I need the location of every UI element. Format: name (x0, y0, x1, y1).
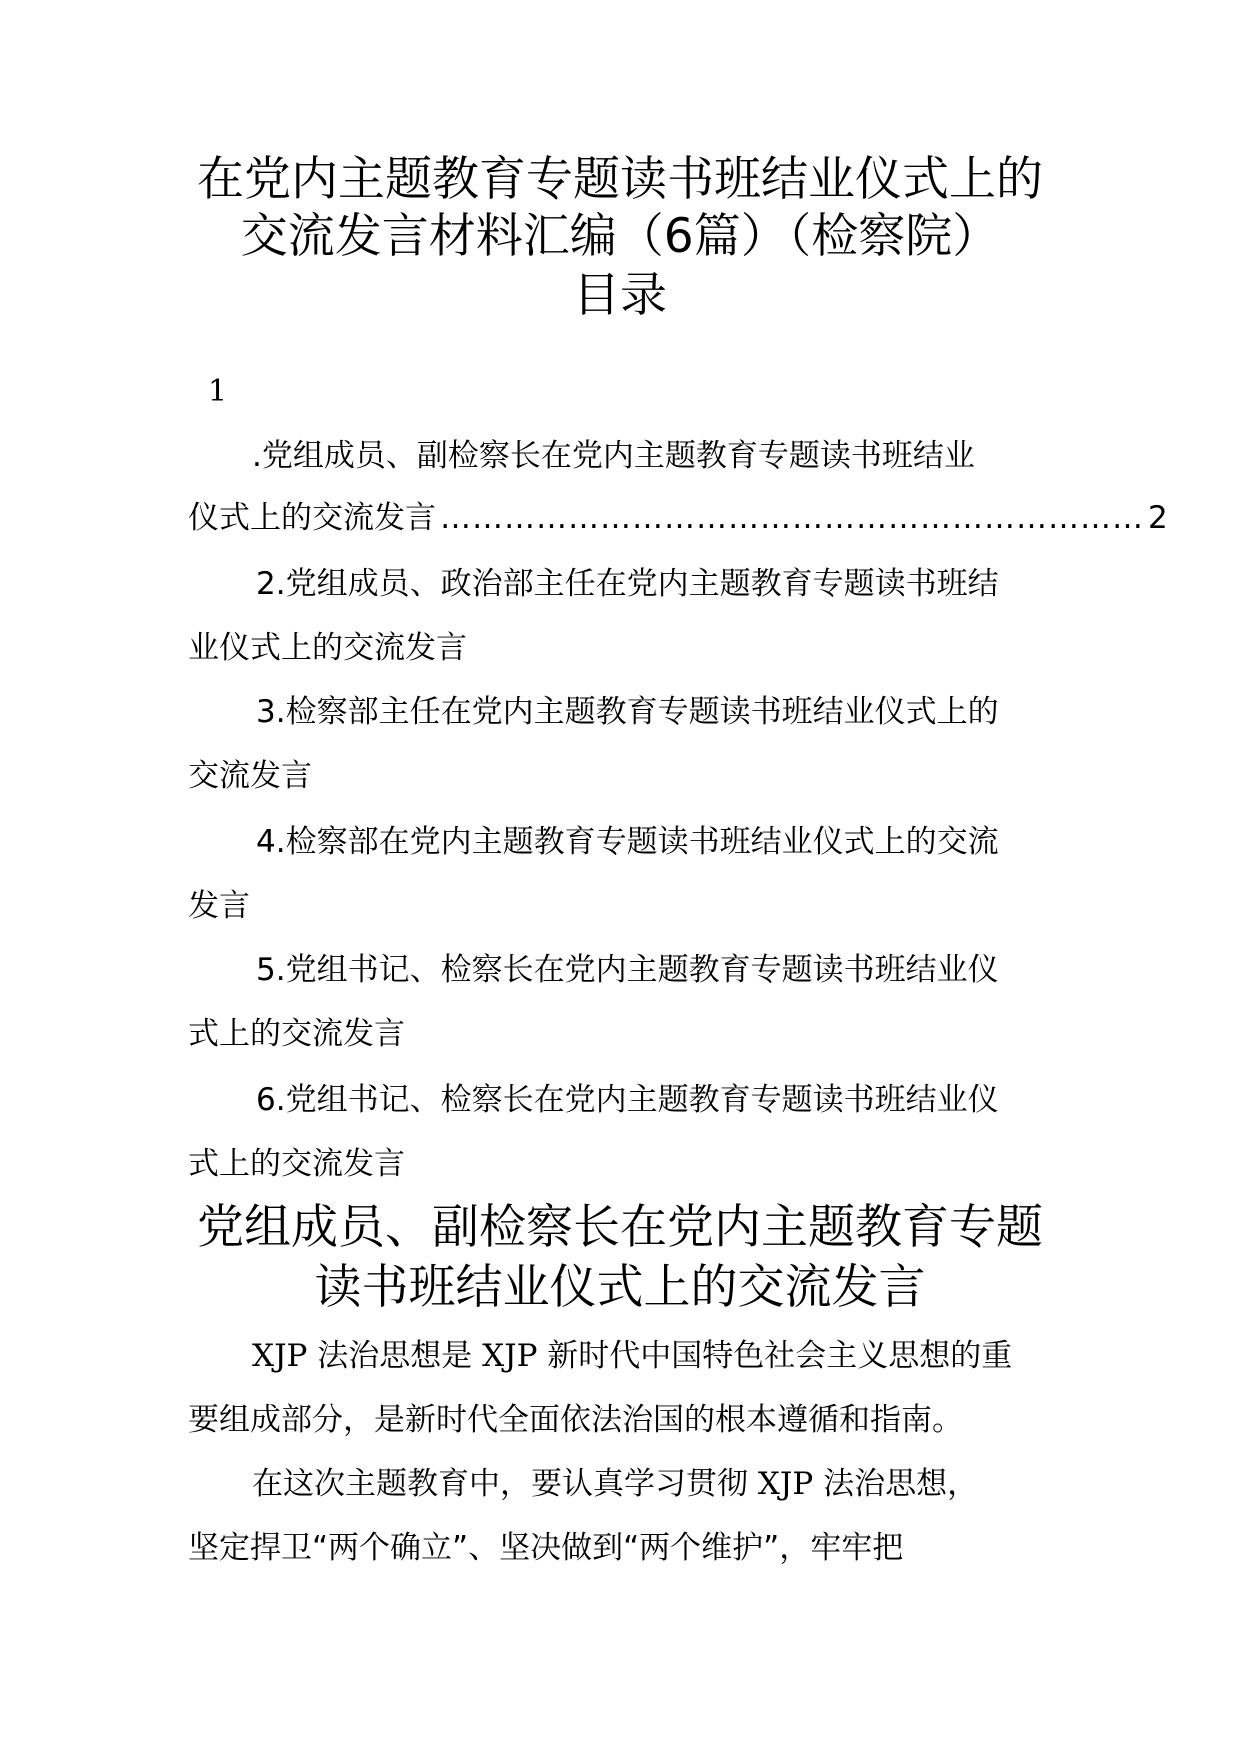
toc-item-3-line-1[interactable]: 3.检察部主任在党内主题教育专题读书班结业仪式上的 (256, 694, 999, 730)
toc-item-4-line-1[interactable]: 4.检察部在党内主题教育专题读书班结业仪式上的交流 (256, 824, 999, 860)
toc-heading: 目录 (573, 268, 667, 323)
document-title-line-2: 交流发言材料汇编（6篇）（检察院） (240, 209, 1000, 264)
toc-item-3-line-2[interactable]: 交流发言 (188, 758, 312, 794)
paragraph-text: 法治思想， (813, 1466, 979, 1502)
toc-item-6-line-2[interactable]: 式上的交流发言 (188, 1146, 405, 1182)
toc-item-1-line-2[interactable] (188, 496, 1168, 540)
paragraph-2-line-2: 坚定捍卫“两个确立”、坚决做到“两个维护”，牢牢把 (188, 1530, 904, 1566)
toc-leader-dots: ………………………………………………………… (440, 500, 1144, 536)
abbr-text: XJP (482, 1338, 538, 1374)
toc-item-1-page: 2 (1148, 500, 1168, 536)
paragraph-2-line-1 (252, 1462, 978, 1506)
toc-item-2-line-1[interactable]: 2.党组成员、政治部主任在党内主题教育专题读书班结 (256, 566, 999, 602)
paragraph-1-line-1 (252, 1334, 1012, 1378)
toc-item-number: 1 (208, 374, 228, 409)
toc-item-5-line-2[interactable]: 式上的交流发言 (188, 1016, 405, 1052)
toc-item-4-line-2[interactable]: 发言 (188, 888, 250, 924)
section-title-line-1: 党组成员、副检察长在党内主题教育专题 (197, 1200, 1043, 1255)
abbr-text: XJP (757, 1466, 814, 1502)
toc-item-1-line-1[interactable]: .党组成员、副检察长在党内主题教育专题读书班结业 (252, 438, 975, 474)
document-title-line-1: 在党内主题教育专题读书班结业仪式上的 (197, 152, 1043, 207)
paragraph-text: 法治思想是 (307, 1338, 483, 1374)
toc-item-2-line-2[interactable]: 业仪式上的交流发言 (188, 630, 467, 666)
abbr-text: XJP (252, 1338, 308, 1374)
toc-item-1-text: 仪式上的交流发言 (188, 500, 436, 536)
paragraph-text: 新时代中国特色社会主义思想的重 (537, 1338, 1013, 1374)
paragraph-text: 在这次主题教育中，要认真学习贯彻 (252, 1466, 758, 1502)
section-title-line-2: 读书班结业仪式上的交流发言 (314, 1260, 926, 1315)
paragraph-1-line-2: 要组成部分，是新时代全面依法治国的根本遵循和指南。 (188, 1402, 963, 1438)
toc-item-5-line-1[interactable]: 5.党组书记、检察长在党内主题教育专题读书班结业仪 (256, 952, 999, 988)
toc-item-6-line-1[interactable]: 6.党组书记、检察长在党内主题教育专题读书班结业仪 (256, 1082, 999, 1118)
